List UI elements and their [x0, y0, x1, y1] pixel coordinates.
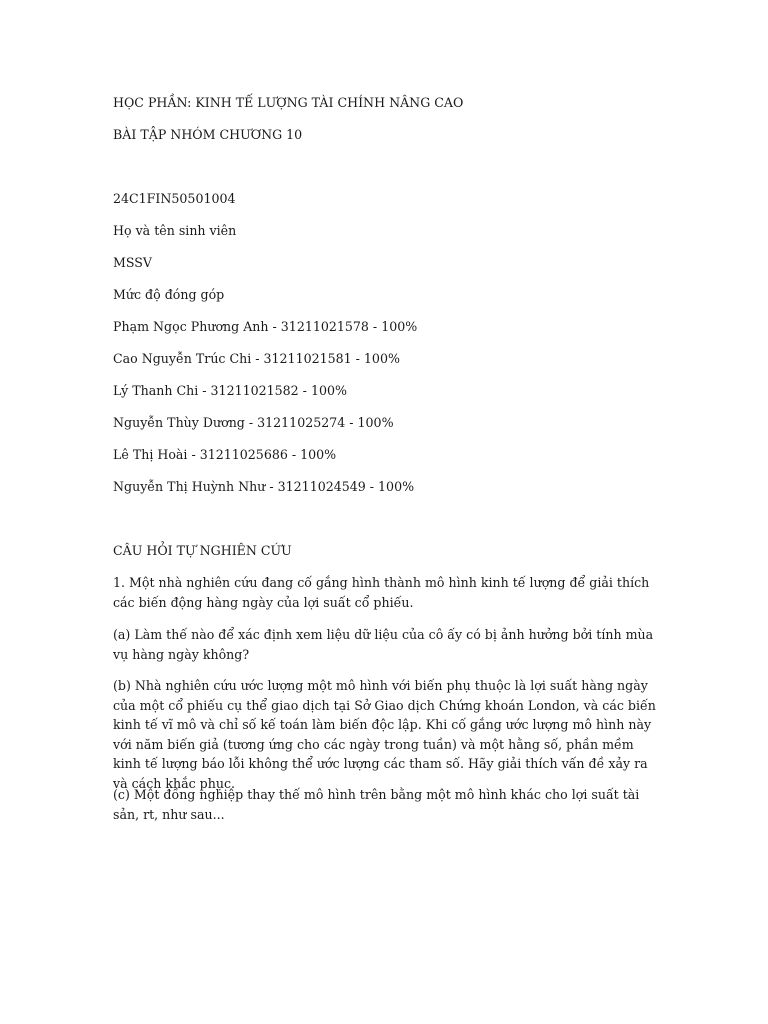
- question-1c: (c) Một đồng nghiệp thay thế mô hình trên bằng một mô hình khác cho lợi suất tài sản, rt, như sau...: [113, 787, 640, 822]
- member-line: Lê Thị Hoài - 31211025686 - 100%: [113, 447, 337, 462]
- question-1: 1. Một nhà nghiên cứu đang cố gắng hình thành mô hình kinh tế lượng để giải thích các biến động hàng ngày của lợi suất cổ phiếu.: [113, 575, 650, 610]
- header-student-id: MSSV: [113, 255, 153, 270]
- course-title: HỌC PHẦN: KINH TẾ LƯỢNG TÀI CHÍNH NÂNG CAO: [113, 95, 464, 110]
- header-contribution: Mức độ đóng góp: [113, 287, 225, 302]
- member-line: Lý Thanh Chi - 31211021582 - 100%: [113, 383, 347, 398]
- header-student-name: Họ và tên sinh viên: [113, 223, 237, 238]
- section-title: CÂU HỎI TỰ NGHIÊN CỨU: [113, 543, 292, 558]
- member-line: Cao Nguyễn Trúc Chi - 31211021581 - 100%: [113, 351, 400, 366]
- assignment-title: BÀI TẬP NHÓM CHƯƠNG 10: [113, 127, 303, 142]
- member-line: Nguyễn Thùy Dương - 31211025274 - 100%: [113, 415, 394, 430]
- question-1a: (a) Làm thế nào để xác định xem liệu dữ liệu của cô ấy có bị ảnh hưởng bởi tính mùa vụ hàng ngày không?: [113, 627, 654, 662]
- member-line: Phạm Ngọc Phương Anh - 31211021578 - 100%: [113, 319, 418, 334]
- question-1b: (b) Nhà nghiên cứu ước lượng một mô hình với biến phụ thuộc là lợi suất hàng ngày của một cổ phiếu cụ thể giao dịch tại Sở Giao dịch Chứng khoán London, và các biến kinh tế vĩ mô và chỉ số kế toán làm biến độc lập. Khi cố gắng ước lượng mô hình này với năm biến giả (tương ứng cho các ngày trong tuần) và một hằng số, phần mềm kinh tế lượng báo lỗi không thể ước lượng các tham số. Hãy giải thích vấn đề xảy ra và cách khắc phục.: [113, 678, 656, 791]
- member-line: Nguyễn Thị Huỳnh Như - 31211024549 - 100%: [113, 479, 415, 494]
- class-code: 24C1FIN50501004: [113, 191, 236, 206]
